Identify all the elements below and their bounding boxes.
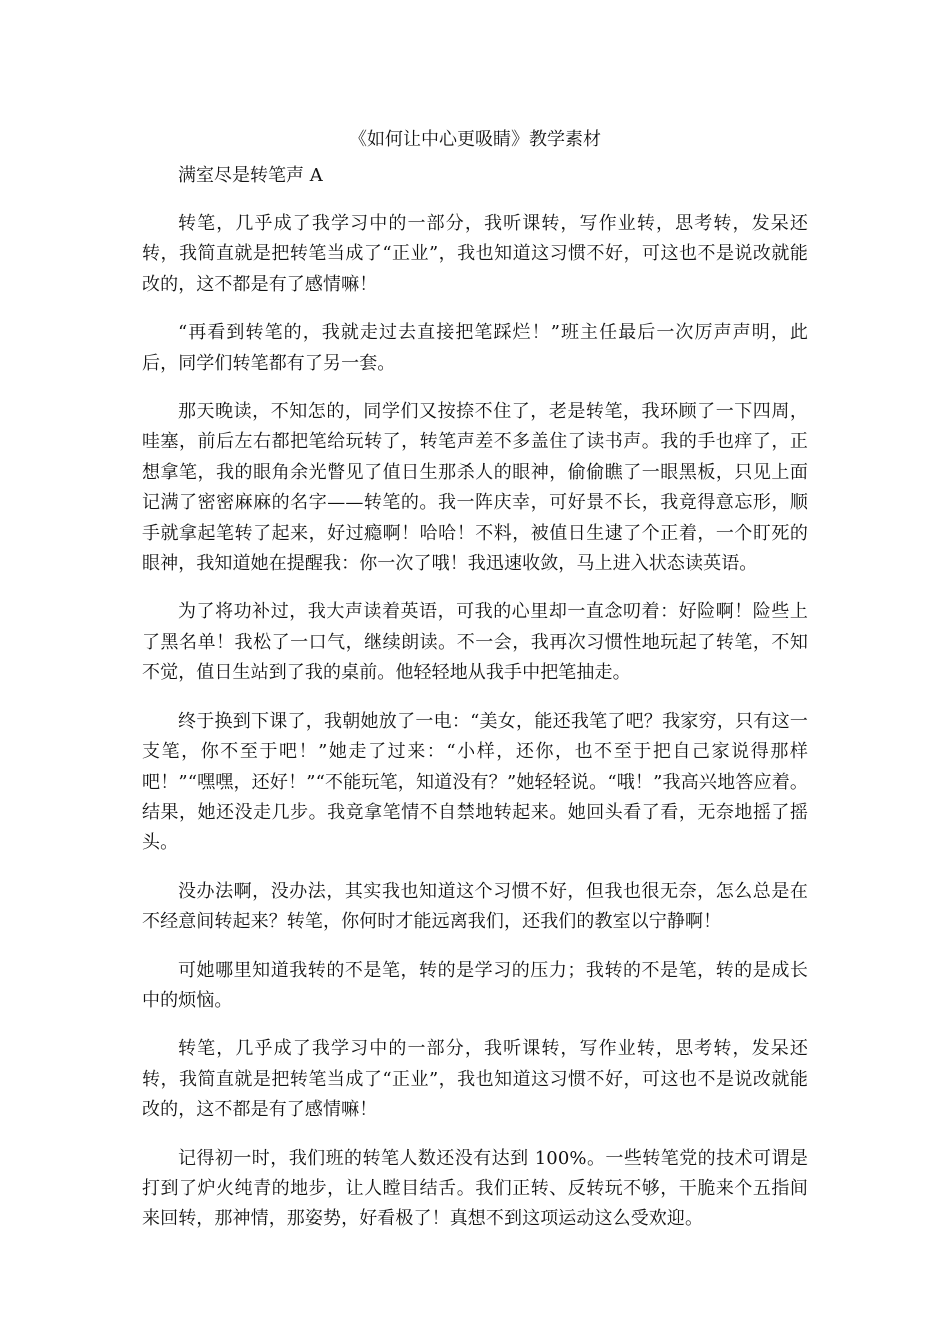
paragraph-3: 那天晚读，不知怎的，同学们又按捺不住了，老是转笔，我环顾了一下四周，哇塞，前后左右都把笔给玩转了，转笔声差不多盖住了读书声。我的手也痒了，正想拿笔，我的眼角余光瞥见了值日生那杀人的眼神，偷偷瞧了一眼黑板，只见上面记满了密密麻麻的名字——转笔的。我一阵庆幸，可好景不长，我竟得意忘形，顺手就拿起笔转了起来，好过瘾啊！哈哈！不料，被值日生逮了个正着，一个盯死的眼神，我知道她在提醒我：你一次了哦！我迅速收敛，马上进入状态读英语。 (142, 401, 808, 575)
paragraph-2: “再看到转笔的，我就走过去直接把笔踩烂！”班主任最后一次厉声声明，此后，同学们转笔都有了另一套。 (142, 322, 808, 374)
document-title: 《如何让中心更吸睛》教学素材 (349, 129, 601, 150)
document-body (142, 125, 808, 1253)
paragraph-5: 终于换到下课了，我朝她放了一电：“美女，能还我笔了吧？我家穷，只有这一支笔，你不至于吧！”她走了过来：“小样，还你，也不至于把自己家说得那样吧！”“嘿嘿，还好！”“不能玩笔，知道没有？”她轻轻说。“哦！”我高兴地答应着。结果，她还没走几步。我竟拿笔情不自禁地转起来。她回头看了看，无奈地摇了摇头。 (142, 710, 808, 854)
paragraph-8: 转笔，几乎成了我学习中的一部分，我听课转，写作业转，思考转，发呆还转，我简直就是把转笔当成了“正业”，我也知道这习惯不好，可这也不是说改就能改的，这不都是有了感情嘛！ (142, 1038, 808, 1121)
document-subtitle: 满室尽是转笔声 A (178, 165, 323, 186)
paragraph-6: 没办法啊，没办法，其实我也知道这个习惯不好，但我也很无奈，怎么总是在不经意间转起来？转笔，你何时才能远离我们，还我们的教室以宁静啊！ (142, 880, 808, 933)
paragraph-7: 可她哪里知道我转的不是笔，转的是学习的压力；我转的不是笔，转的是成长中的烦恼。 (142, 959, 808, 1011)
paragraph-4: 为了将功补过，我大声读着英语，可我的心里却一直念叨着：好险啊！险些上了黑名单！我松了一口气，继续朗读。不一会，我再次习惯性地玩起了转笔，不知不觉，值日生站到了我的桌前。他轻轻地从我手中把笔抽走。 (142, 601, 808, 684)
paragraph-1: 转笔，几乎成了我学习中的一部分，我听课转，写作业转，思考转，发呆还转，我简直就是把转笔当成了“正业”，我也知道这习惯不好，可这也不是说改就能改的，这不都是有了感情嘛！ (142, 213, 808, 295)
paragraph-9: 记得初一时，我们班的转笔人数还没有达到 100%。一些转笔党的技术可谓是打到了炉火纯青的地步，让人瞠目结舌。我们正转、反转玩不够，干脆来个五指间来回转，那神情，那姿势，好看极了！真想不到这项运动这么受欢迎。 (142, 1147, 808, 1230)
